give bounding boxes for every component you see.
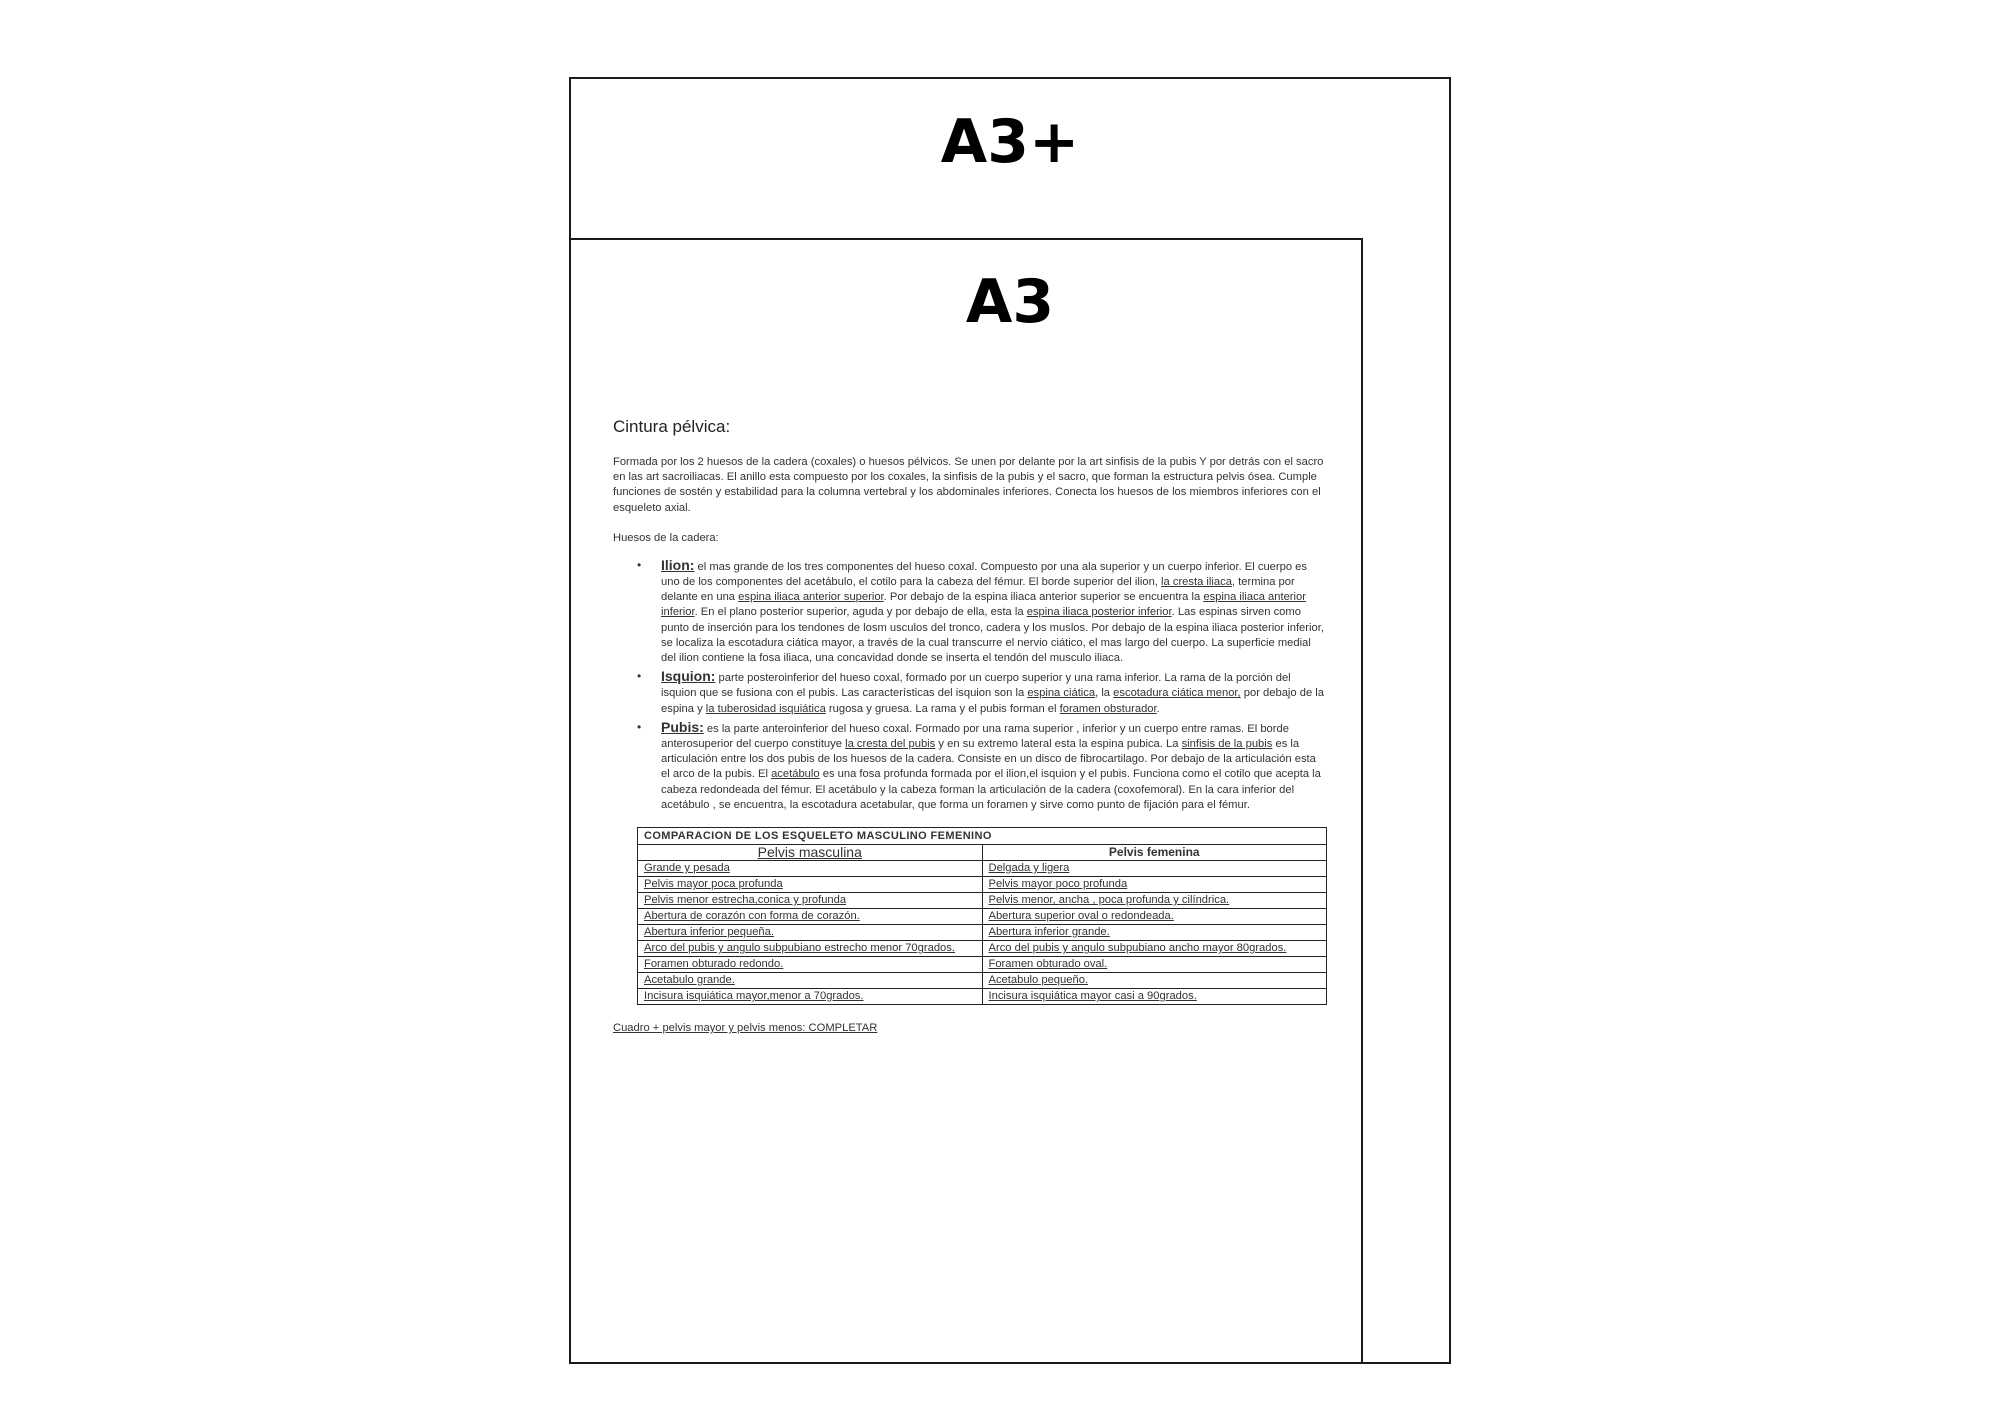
table-row bbox=[638, 925, 1327, 941]
text: . Las espinas sirven como punto de inserción para los tendones de losm usculos del tronco, cadera y los muslos. Por debajo de la espina iliaca posterior inferior, se localiza la escotadura ciática mayor, a través de la cual transcurre el nervio ciático, el mas largo del cuerpo. La superficie medial del ilion contiene la fosa iliaca, una concavidad donde se inserta el tendón del musculo iliaca. bbox=[661, 606, 1324, 665]
text: y en su extremo lateral esta la espina pubica. La bbox=[935, 738, 1182, 751]
cell-text: Arco del pubis y angulo subpubiano estrecho menor 70grados. bbox=[644, 942, 955, 955]
table-cell bbox=[982, 925, 1327, 941]
table-row bbox=[638, 877, 1327, 893]
table-row bbox=[638, 973, 1327, 989]
cell-text: Pelvis menor, ancha , poca profunda y cilíndrica. bbox=[988, 894, 1230, 907]
text: . Por debajo de la espina iliaca anterior superior se encuentra la bbox=[883, 591, 1204, 604]
footer-note: Cuadro + pelvis mayor y pelvis menos: COMPLETAR bbox=[613, 1022, 878, 1035]
bones-heading: Huesos de la cadera: bbox=[613, 531, 719, 544]
bullet-icon: • bbox=[637, 557, 642, 572]
cell-text: Abertura inferior grande. bbox=[988, 926, 1110, 939]
underlined-term: espina iliaca anterior inferior bbox=[661, 591, 1306, 619]
table-cell bbox=[982, 973, 1327, 989]
document-page bbox=[613, 417, 1325, 1034]
table-cell bbox=[982, 909, 1327, 925]
underlined-term: la tuberosidad isquiática bbox=[705, 702, 826, 715]
table-caption: COMPARACION DE LOS ESQUELETO MASCULINO FEMENINO bbox=[638, 828, 1327, 845]
cell-text: Abertura superior oval o redondeada. bbox=[988, 910, 1174, 923]
underlined-term: la cresta del pubis bbox=[845, 738, 936, 751]
text: . En el plano posterior superior, aguda y por debajo de ella, esta la bbox=[694, 606, 1027, 619]
cell-text: Acetabulo pequeño. bbox=[988, 974, 1089, 987]
cell-text: Pelvis menor estrecha,conica y profunda bbox=[644, 894, 847, 907]
cell-text: Abertura de corazón con forma de corazón. bbox=[644, 910, 860, 923]
text: rugosa y gruesa. La rama y el pubis forman el bbox=[825, 702, 1060, 715]
underlined-term: espina iliaca anterior superior bbox=[738, 591, 884, 604]
underlined-term: espina iliaca posterior inferior bbox=[1026, 606, 1172, 619]
cell-text: Delgada y ligera bbox=[988, 862, 1070, 875]
cell-text: Arco del pubis y angulo subpubiano ancho mayor 80grados. bbox=[988, 942, 1287, 955]
table-cell bbox=[638, 861, 983, 877]
text: es la parte anteroinferior del hueso coxal. Formado por una rama superior , inferior y un cuerpo entre ramas. El borde anterosuperior del cuerpo constituye bbox=[661, 722, 1289, 751]
table-row bbox=[638, 893, 1327, 909]
table-cell bbox=[638, 909, 983, 925]
column-header-femenina: Pelvis femenina bbox=[982, 845, 1327, 861]
table-header-row bbox=[638, 845, 1327, 861]
intro-paragraph: Formada por los 2 huesos de la cadera (coxales) o huesos pélvicos. Se unen por delante por la art sinfisis de la pubis Y por detrás con el sacro en las art sacroiliacas. El anillo esta compuesto por los coxales, la sinfisis de la pubis y el sacro, que forman la estructura pelvis ósea. Cumple funciones de sostén y estabilidad para la columna vertebral y los abdominales inferiores. Conecta los huesos de los miembros inferiores con el esqueleto axial. bbox=[613, 456, 1324, 514]
table-cell bbox=[638, 957, 983, 973]
text: . bbox=[1156, 702, 1160, 715]
table-cell bbox=[982, 989, 1327, 1005]
a3plus-label: A3+ bbox=[940, 107, 1080, 177]
table-cell bbox=[982, 877, 1327, 893]
cell-text: Incisura isquiática mayor,menor a 70grados. bbox=[644, 990, 864, 1003]
table-cell bbox=[638, 877, 983, 893]
term-isquion: Isquion: bbox=[661, 668, 716, 685]
term-ilion: Ilion: bbox=[661, 556, 695, 573]
comparison-table bbox=[637, 827, 1327, 1005]
text: , la bbox=[1095, 687, 1114, 700]
cell-text: Incisura isquiática mayor casi a 90grados. bbox=[988, 990, 1197, 1003]
bullet-icon: • bbox=[637, 719, 642, 734]
text: por debajo de la espina y bbox=[661, 687, 1324, 715]
underlined-term: foramen obsturador bbox=[1059, 702, 1157, 715]
table-row bbox=[638, 861, 1327, 877]
list-item-pubis bbox=[637, 718, 1325, 813]
table-cell bbox=[638, 893, 983, 909]
a3-label: A3 bbox=[965, 267, 1055, 337]
bones-list bbox=[613, 558, 1325, 813]
table-cell bbox=[982, 861, 1327, 877]
table-cell bbox=[638, 925, 983, 941]
text: parte posteroinferior del hueso coxal, formado por un cuerpo superior y una rama inferior. La rama de la porción del isquion que se fusiona con el pubis. Las características del isquion son la bbox=[661, 672, 1291, 700]
bullet-icon: • bbox=[637, 669, 642, 684]
text: es la articulación entre los dos pubis de los huesos de la cadera. Consiste en un disco de fibrocartilago. Por debajo de la articulación esta el arco de la pubis. El bbox=[661, 738, 1316, 781]
cell-text: Acetabulo grande. bbox=[644, 974, 735, 987]
table-cell bbox=[982, 957, 1327, 973]
table-cell bbox=[638, 989, 983, 1005]
cell-text: Abertura inferior pequeña. bbox=[644, 926, 774, 939]
cell-text: Pelvis mayor poco profunda bbox=[988, 878, 1128, 891]
document-title: Cintura pélvica: bbox=[613, 417, 731, 436]
cell-text: Pelvis mayor poca profunda bbox=[644, 878, 783, 891]
underlined-term: escotadura ciática menor, bbox=[1113, 687, 1241, 700]
term-pubis: Pubis: bbox=[661, 718, 704, 735]
list-item-isquion bbox=[637, 668, 1325, 717]
cell-text: Foramen obturado redondo. bbox=[644, 958, 784, 971]
list-item-ilion bbox=[637, 556, 1325, 666]
cell-text: Grande y pesada bbox=[644, 862, 730, 875]
table-caption-row bbox=[638, 828, 1327, 845]
table-cell bbox=[982, 893, 1327, 909]
table-row bbox=[638, 989, 1327, 1005]
underlined-term: acetábulo bbox=[771, 768, 820, 781]
cell-text: Foramen obturado oval. bbox=[988, 958, 1108, 971]
table-cell bbox=[982, 941, 1327, 957]
text: el mas grande de los tres componentes del hueso coxal. Compuesto por una ala superior y un cuerpo inferior. El cuerpo es uno de los componentes del acetábulo, el cotilo para la cabeza del fémur. El borde superior del ilion, bbox=[661, 560, 1307, 589]
column-header-masculina: Pelvis masculina bbox=[638, 845, 983, 861]
table-cell bbox=[638, 941, 983, 957]
table-row bbox=[638, 909, 1327, 925]
underlined-term: sinfisis de la pubis bbox=[1181, 738, 1273, 751]
table-row bbox=[638, 957, 1327, 973]
underlined-term: la cresta iliaca bbox=[1161, 576, 1232, 589]
table-row bbox=[638, 941, 1327, 957]
text: , termina por delante en una bbox=[661, 576, 1295, 604]
underlined-term: espina ciática bbox=[1027, 687, 1096, 700]
text: es una fosa profunda formada por el ilion,el isquion y el pubis. Funciona como el cotilo que acepta la cabeza redondeada del fémur. El acetábulo y la cabeza forman la articulación de la cadera (coxofemoral). En la cara inferior del acetábulo , se encuentra, la escotadura acetabular, que forma un foramen y sirve como punto de fijación para el fémur. bbox=[661, 768, 1321, 811]
table-cell bbox=[638, 973, 983, 989]
